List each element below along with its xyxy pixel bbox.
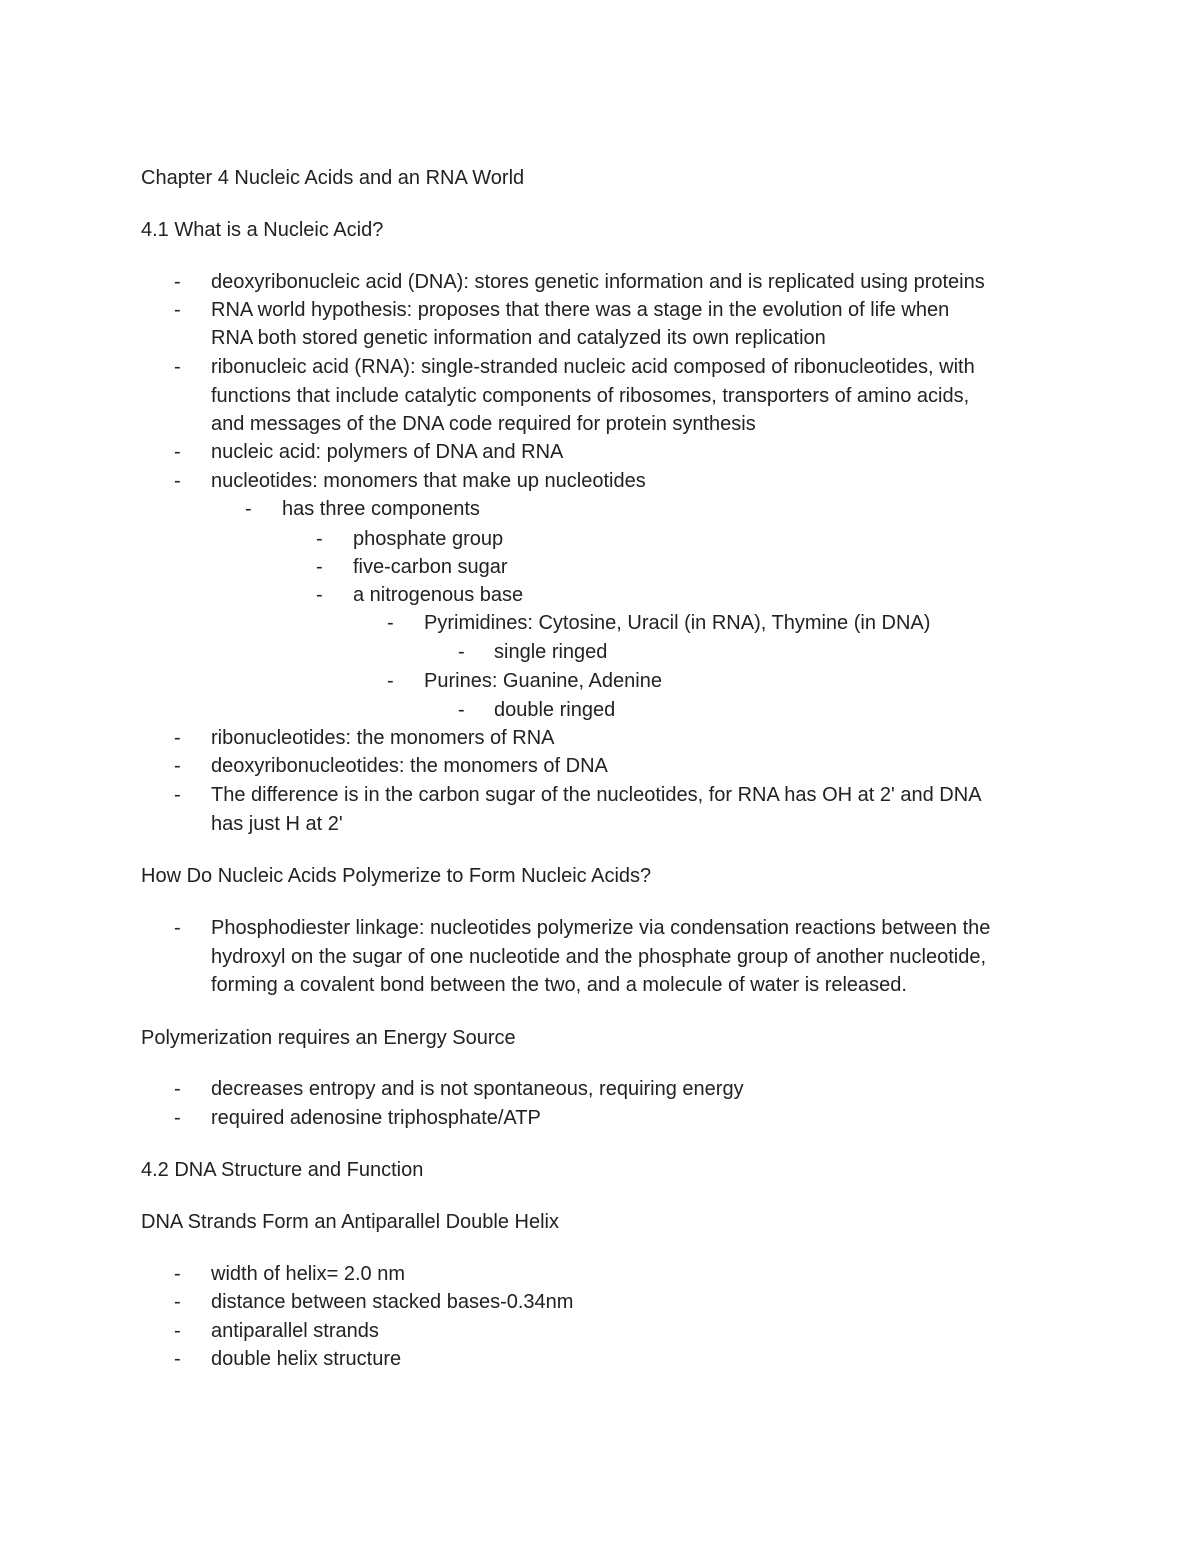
list-item-continuation: RNA both stored genetic information and catalyzed its own replication	[211, 327, 826, 349]
list-item: The difference is in the carbon sugar of the nucleotides, for RNA has OH at 2' and DNA	[211, 784, 982, 806]
list-item-continuation: and messages of the DNA code required for protein synthesis	[211, 413, 756, 435]
list-item: decreases entropy and is not spontaneous, requiring energy	[211, 1078, 744, 1100]
section-heading-energy: Polymerization requires an Energy Source	[141, 1027, 516, 1049]
list-item: Phosphodiester linkage: nucleotides polymerize via condensation reactions between the	[211, 917, 991, 939]
list-item: deoxyribonucleotides: the monomers of DNA	[211, 755, 608, 777]
list-item-nested: phosphate group	[353, 528, 504, 550]
section-heading-helix: DNA Strands Form an Antiparallel Double Helix	[141, 1211, 559, 1233]
section-heading-polymerize: How Do Nucleic Acids Polymerize to Form Nucleic Acids?	[141, 865, 652, 887]
bullet-dash: -	[174, 271, 181, 293]
list-item-nested: a nitrogenous base	[353, 584, 524, 606]
bullet-dash: -	[387, 612, 394, 634]
list-item-nested: has three components	[282, 498, 480, 520]
list-item: required adenosine triphosphate/ATP	[211, 1107, 541, 1129]
bullet-dash: -	[458, 641, 465, 663]
list-item-continuation: forming a covalent bond between the two, and a molecule of water is released.	[211, 974, 907, 996]
list-item: width of helix= 2.0 nm	[211, 1263, 405, 1285]
list-item: RNA world hypothesis: proposes that there was a stage in the evolution of life when	[211, 299, 950, 321]
list-item-nested: single ringed	[494, 641, 608, 663]
list-item-continuation: functions that include catalytic components of ribosomes, transporters of amino acids,	[211, 385, 970, 407]
bullet-dash: -	[174, 784, 181, 806]
chapter-title: Chapter 4 Nucleic Acids and an RNA World	[141, 167, 525, 189]
list-item-nested: Pyrimidines: Cytosine, Uracil (in RNA), Thymine (in DNA)	[424, 612, 931, 634]
list-item-continuation: has just H at 2'	[211, 813, 343, 835]
list-item-continuation: hydroxyl on the sugar of one nucleotide and the phosphate group of another nucleotide,	[211, 946, 987, 968]
bullet-dash: -	[174, 1291, 181, 1313]
list-item: distance between stacked bases-0.34nm	[211, 1291, 574, 1313]
bullet-dash: -	[174, 917, 181, 939]
section-heading-4-2: 4.2 DNA Structure and Function	[141, 1159, 424, 1181]
list-item: ribonucleic acid (RNA): single-stranded nucleic acid composed of ribonucleotides, with	[211, 356, 975, 378]
bullet-dash: -	[387, 670, 394, 692]
bullet-dash: -	[458, 699, 465, 721]
bullet-dash: -	[174, 299, 181, 321]
bullet-dash: -	[174, 441, 181, 463]
bullet-dash: -	[174, 356, 181, 378]
bullet-dash: -	[174, 727, 181, 749]
list-item: nucleotides: monomers that make up nucleotides	[211, 470, 646, 492]
bullet-dash: -	[316, 584, 323, 606]
bullet-dash: -	[245, 498, 252, 520]
bullet-dash: -	[174, 1320, 181, 1342]
list-item: nucleic acid: polymers of DNA and RNA	[211, 441, 564, 463]
bullet-dash: -	[174, 1107, 181, 1129]
section-heading-4-1: 4.1 What is a Nucleic Acid?	[141, 219, 384, 241]
bullet-dash: -	[174, 1078, 181, 1100]
list-item: deoxyribonucleic acid (DNA): stores genetic information and is replicated using proteins	[211, 271, 985, 293]
bullet-dash: -	[316, 556, 323, 578]
list-item: double helix structure	[211, 1348, 402, 1370]
list-item: ribonucleotides: the monomers of RNA	[211, 727, 555, 749]
bullet-dash: -	[174, 470, 181, 492]
bullet-dash: -	[316, 528, 323, 550]
bullet-dash: -	[174, 755, 181, 777]
list-item-nested: Purines: Guanine, Adenine	[424, 670, 662, 692]
bullet-dash: -	[174, 1263, 181, 1285]
bullet-dash: -	[174, 1348, 181, 1370]
list-item-nested: double ringed	[494, 699, 616, 721]
list-item: antiparallel strands	[211, 1320, 379, 1342]
list-item-nested: five-carbon sugar	[353, 556, 508, 578]
